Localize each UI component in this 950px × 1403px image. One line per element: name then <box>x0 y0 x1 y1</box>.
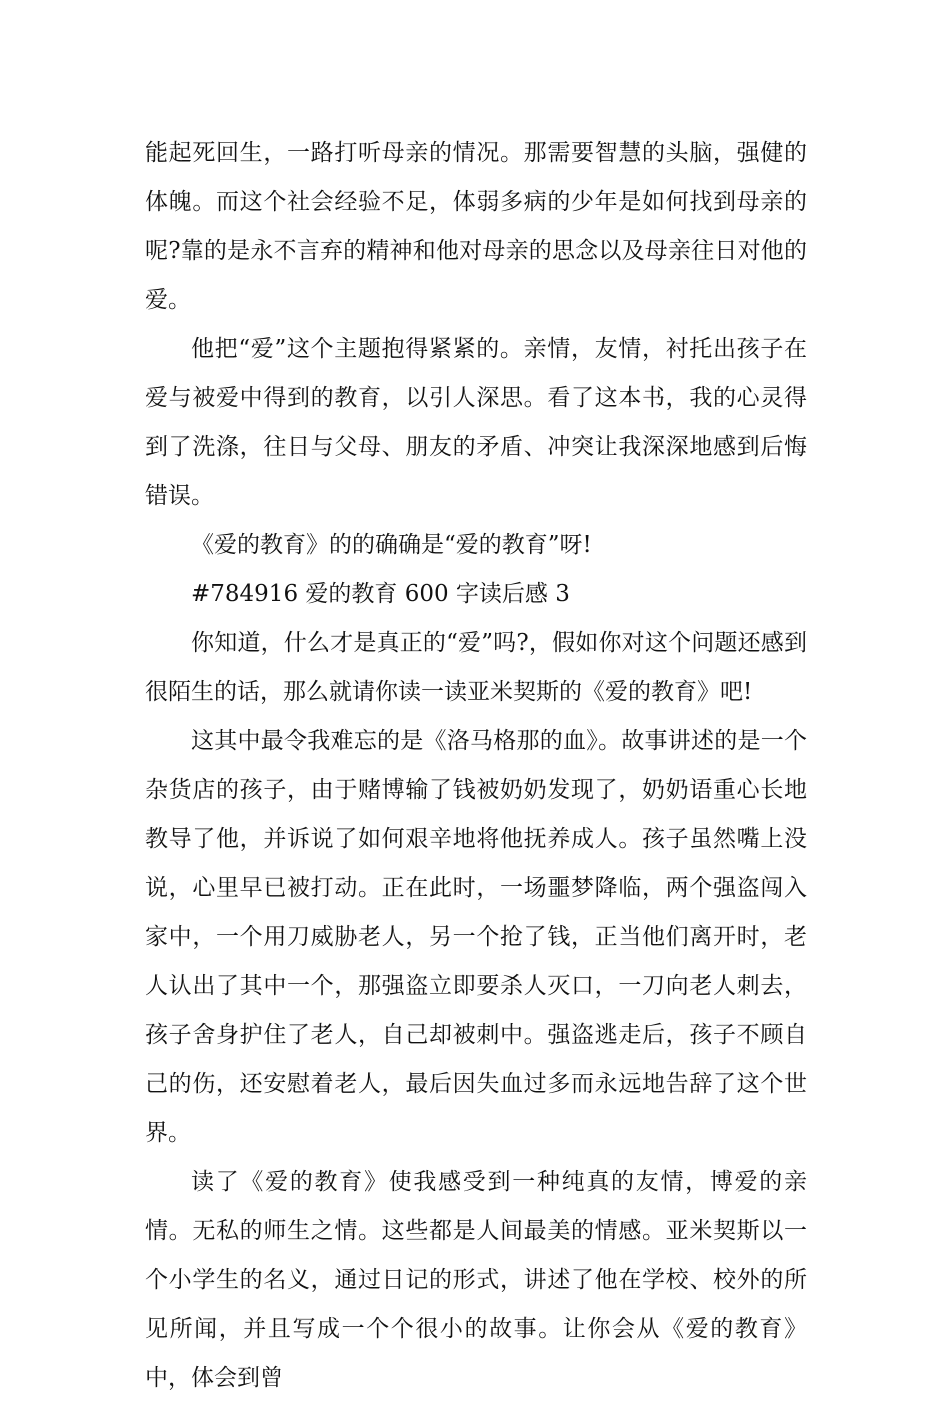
paragraph-1: 能起死回生，一路打听母亲的情况。那需要智慧的头脑，强健的体魄。而这个社会经验不足，体弱多病的少年是如何找到母亲的呢?靠的是永不言弃的精神和他对母亲的思念以及母亲往日对他的爱。 <box>145 140 807 313</box>
paragraph-6: 这其中最令我难忘的是《洛马格那的血》。故事讲述的是一个杂货店的孩子，由于赌博输了钱被奶奶发现了，奶奶语重心长地教导了他，并诉说了如何艰辛地将他抚养成人。孩子虽然嘴上没说，心里早已被打动。正在此时，一场噩梦降临，两个强盗闯入家中，一个用刀威胁老人，另一个抢了钱，正当他们离开时，老人认出了其中一个，那强盗立即要杀人灭口，一刀向老人刺去，孩子舍身护住了老人，自己却被刺中。强盗逃走后，孩子不顾自己的伤，还安慰着老人，最后因失血过多而永远地告辞了这个世界。 <box>145 728 807 1146</box>
document-body <box>145 129 807 1403</box>
paragraph-3: 《爱的教育》的的确确是“爱的教育”呀! <box>191 532 592 558</box>
paragraph-5: 你知道，什么才是真正的“爱”吗?，假如你对这个问题还感到很陌生的话，那么就请你读一读亚米契斯的《爱的教育》吧! <box>145 630 807 705</box>
section-heading: #784916 爱的教育 600 字读后感 3 <box>191 581 570 607</box>
paragraph-7: 读了《爱的教育》使我感受到一种纯真的友情，博爱的亲情。无私的师生之情。这些都是人间最美的情感。亚米契斯以一个小学生的名义，通过日记的形式，讲述了他在学校、校外的所见所闻，并且写成一个个很小的故事。让你会从《爱的教育》中，体会到曾 <box>145 1169 807 1391</box>
paragraph-2: 他把“爱”这个主题抱得紧紧的。亲情，友情，衬托出孩子在爱与被爱中得到的教育，以引人深思。看了这本书，我的心灵得到了洗涤，往日与父母、朋友的矛盾、冲突让我深深地感到后悔错误。 <box>145 336 807 509</box>
